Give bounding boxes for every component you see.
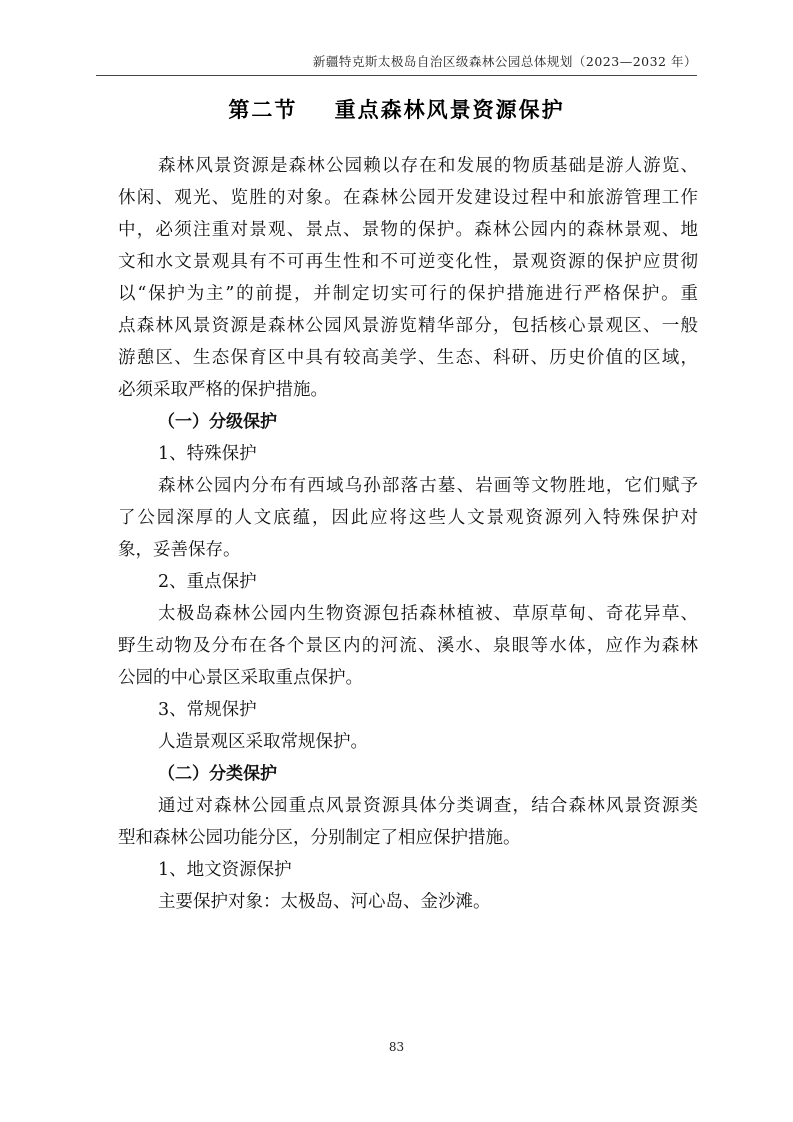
paragraph-line: 游憩区、生态保育区中具有较高美学、生态、科研、历史价值的区域，	[118, 348, 698, 368]
paragraph-line: 主要保护对象：太极岛、河心岛、金沙滩。	[158, 892, 491, 912]
paragraph-line: 野生动物及分布在各个景区内的河流、溪水、泉眼等水体，应作为森林	[118, 636, 698, 656]
paragraph-line: 了公园深厚的人文底蕴，因此应将这些人文景观资源列入特殊保护对	[118, 508, 698, 528]
paragraph-line: 象，妥善保存。	[118, 540, 241, 560]
paragraph-line: 必须采取严格的保护措施。	[118, 380, 328, 400]
paragraph-line: 中，必须注重对景观、景点、景物的保护。森林公园内的森林景观、地	[118, 220, 698, 240]
paragraph-line: 森林风景资源是森林公园赖以存在和发展的物质基础是游人游览、	[158, 156, 698, 176]
paragraph-line: 公园的中心景区采取重点保护。	[118, 668, 363, 688]
header-rule	[96, 75, 697, 76]
paragraph-line: 型和森林公园功能分区，分别制定了相应保护措施。	[118, 828, 521, 848]
subheading-graded-protection: （一）分级保护	[158, 412, 277, 432]
body-text	[118, 150, 698, 918]
paragraph-line: 文和水文景观具有不可再生性和不可逆变化性，景观资源的保护应贯彻	[118, 252, 698, 272]
item-heading-landform: 1、地文资源保护	[158, 860, 292, 880]
paragraph-line: 太极岛森林公园内生物资源包括森林植被、草原草甸、奇花异草、	[158, 604, 698, 624]
section-title: 第二节 重点森林风景资源保护	[228, 98, 565, 122]
paragraph-line: 人造景观区采取常规保护。	[158, 732, 368, 752]
paragraph-line: 点森林风景资源是森林公园风景游览精华部分，包括核心景观区、一般	[118, 316, 698, 336]
subheading-classified-protection: （二）分类保护	[158, 764, 277, 784]
paragraph-line: 以“保护为主”的前提，并制定切实可行的保护措施进行严格保护。重	[118, 284, 698, 304]
page-number: 83	[388, 1040, 405, 1054]
item-heading-regular: 3、常规保护	[158, 700, 257, 720]
paragraph-line: 通过对森林公园重点风景资源具体分类调查，结合森林风景资源类	[158, 796, 698, 816]
item-heading-special: 1、特殊保护	[158, 444, 257, 464]
item-heading-key: 2、重点保护	[158, 572, 257, 592]
running-header: 新疆特克斯太极岛自治区级森林公园总体规划（2023—2032 年）	[312, 54, 697, 69]
paragraph-line: 森林公园内分布有西域乌孙部落古墓、岩画等文物胜地，它们赋予	[158, 476, 698, 496]
paragraph-line: 休闲、观光、览胜的对象。在森林公园开发建设过程中和旅游管理工作	[118, 188, 698, 208]
